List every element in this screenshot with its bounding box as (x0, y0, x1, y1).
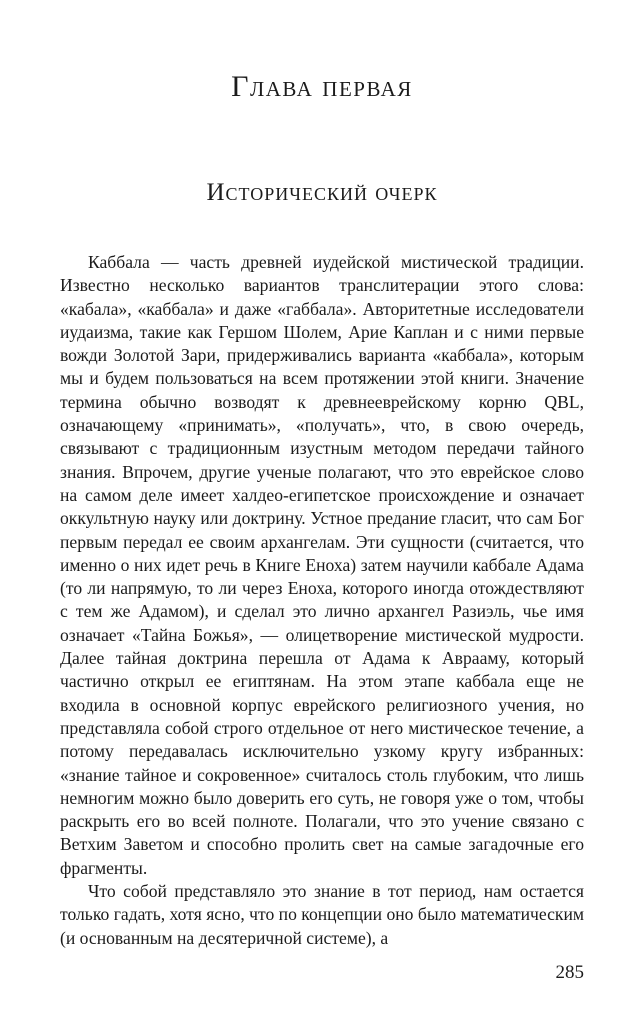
page-number: 285 (555, 962, 584, 983)
paragraph-2: Что собой представляло это знание в тот период, нам остается только гадать, хотя ясно, что по концепции оно было математическим (и основанным на десятеричной системе), а (60, 881, 584, 948)
chapter-title: Глава первая (231, 70, 413, 103)
paragraph-1: Каббала — часть древней иудейской мистической традиции. Известно несколько вариантов транслитерации этого слова: «кабала», «каббала» и даже «габбала». Авторитетные исследователи иудаизма, такие как Гершом Шолем, Арие Каплан и с ними первые вожди Золотой Зари, придерживались варианта «каббала», которым мы и будем пользоваться на всем протяжении этой книги. Значение термина обычно возводят к древнееврейскому корню QBL, означающему «принимать», «получать», что, в свою очередь, связывают с традиционным изустным методом передачи тайного знания. Впрочем, другие ученые полагают, что это еврейское слово на самом деле имеет халдео-египетское происхождение и означает оккультную науку или доктрину. Устное предание гласит, что сам Бог первым передал ее своим архангелам. Эти сущности (считается, что именно о них идет речь в Книге Еноха) затем научили каббале Адама (то ли напрямую, то ли через Еноха, которого иногда отождествляют с тем же Адамом), и сделал это лично архангел Разиэль, чье имя означает «Тайна Божья», — олицетворение мистической мудрости. Далее тайная доктрина перешла от Адама к Аврааму, который частично открыл ее египтянам. На этом этапе каббала еще не входила в основной корпус еврейского религиозного учения, но представляла собой строго отдельное от него мистическое течение, а потому передавалась исключительно узкому кругу избранных: «знание тайное и сокровенное» считалось столь глубоким, что лишь немногим можно было доверить его суть, не говоря уже о том, чтобы раскрыть его во всей полноте. Полагали, что это учение связано с Ветхим Заветом и способно пролить свет на самые загадочные его фрагменты. (60, 252, 584, 878)
section-title: Исторический очерк (206, 179, 438, 206)
body-text (60, 251, 584, 950)
